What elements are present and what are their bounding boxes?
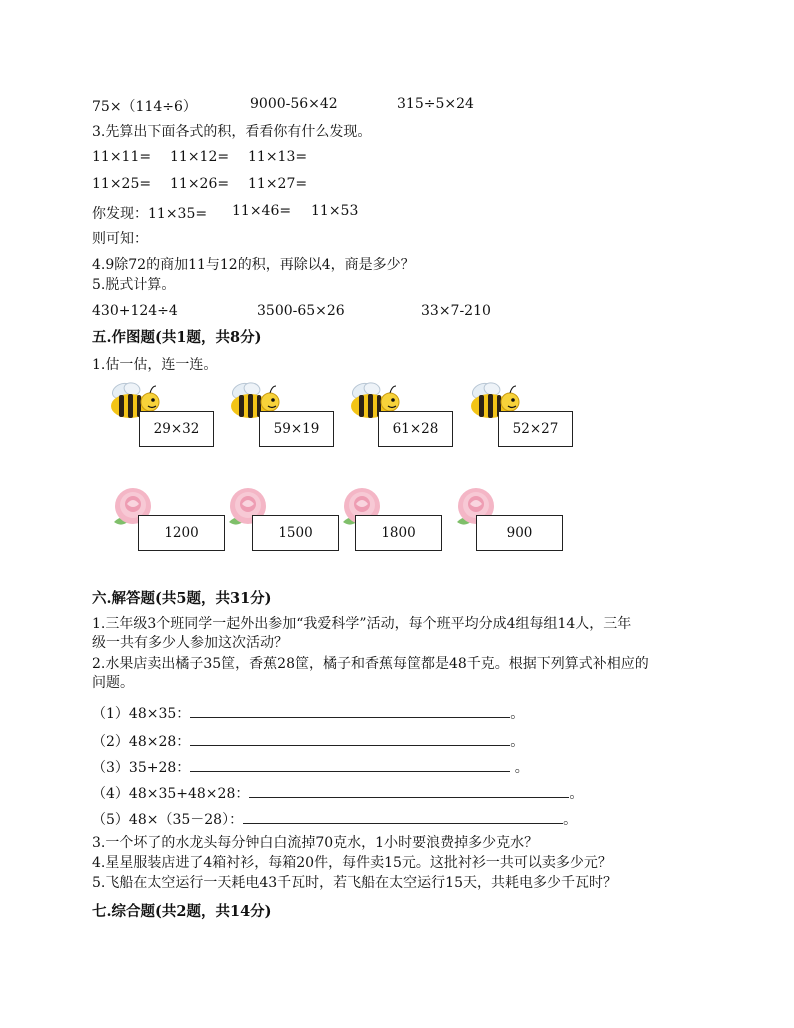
q3-found-c: 11×53 — [311, 203, 359, 219]
q3-r1-c: 11×13= — [248, 149, 308, 165]
bee-expression-box[interactable] — [139, 411, 214, 447]
q3-found-a: 你发现：11×35= — [92, 206, 208, 222]
section5-heading: 五.作图题(共1题，共8分) — [92, 329, 262, 346]
end-mark: 。 — [510, 734, 525, 750]
blank-row — [92, 783, 583, 804]
bee-expression-box[interactable] — [378, 411, 453, 447]
q3-r2-b: 11×26= — [170, 176, 230, 192]
blank-label: （5）48×（35－28）： — [92, 812, 244, 828]
answer-blank[interactable] — [249, 783, 569, 798]
rose-value-box[interactable] — [355, 515, 442, 551]
bee-expression: 59×19 — [273, 421, 320, 437]
end-mark: 。 — [569, 786, 584, 802]
answer-blank[interactable] — [243, 809, 563, 824]
calc-3: 315÷5×24 — [397, 96, 474, 112]
q3-r2-c: 11×27= — [248, 176, 308, 192]
bee-expression: 61×28 — [392, 421, 439, 437]
q3-found-b: 11×46= — [232, 203, 292, 219]
s6-q5: 5.飞船在太空运行一天耗电43千瓦时，若飞船在太空运行15天，共耗电多少千瓦时？ — [92, 875, 617, 891]
s6-q2-line2: 问题。 — [92, 675, 134, 691]
rose-value: 1200 — [164, 525, 199, 541]
q5-calc-3: 33×7-210 — [421, 303, 491, 319]
end-mark: 。 — [510, 706, 525, 722]
s6-q1-line1: 1.三年级3个班同学一起外出参加“我爱科学”活动，每个班平均分成4组每组14人，三年 — [92, 616, 632, 632]
section5-q1: 1.估一估，连一连。 — [92, 357, 218, 373]
s6-q4: 4.星星服装店进了4箱衬衫，每箱20件，每件卖15元。这批衬衫一共可以卖多少元？ — [92, 855, 612, 871]
bee-expression-box[interactable] — [498, 411, 573, 447]
blank-row — [92, 809, 577, 830]
q3-conclude: 则可知： — [92, 231, 148, 247]
q5-calc-1: 430+124÷4 — [92, 303, 178, 319]
rose-value-box[interactable] — [138, 515, 225, 551]
blank-label: （3）35+28： — [92, 760, 191, 776]
q5-title: 5.脱式计算。 — [92, 277, 176, 293]
q3-r1-a: 11×11= — [92, 149, 152, 165]
bee-expression: 52×27 — [512, 421, 559, 437]
bee-expression-box[interactable] — [259, 411, 334, 447]
s6-q3: 3.一个坏了的水龙头每分钟白白流掉70克水，1小时要浪费掉多少克水？ — [92, 835, 539, 851]
rose-value: 1800 — [381, 525, 416, 541]
q4: 4.9除72的商加11与12的积，再除以4，商是多少？ — [92, 257, 415, 273]
answer-blank[interactable] — [190, 757, 510, 772]
s6-q2-line1: 2.水果店卖出橘子35筐，香蕉28筐，橘子和香蕉每筐都是48千克。根据下列算式补相应的 — [92, 656, 649, 672]
blank-label: （2）48×28： — [92, 734, 191, 750]
calc-1: 75×（114÷6） — [92, 99, 197, 115]
section7-heading: 七.综合题(共2题，共14分) — [92, 903, 272, 920]
answer-blank[interactable] — [190, 731, 510, 746]
rose-value: 1500 — [278, 525, 313, 541]
blank-row — [92, 703, 524, 724]
calc-2: 9000-56×42 — [250, 96, 338, 112]
blank-label: （1）48×35： — [92, 706, 191, 722]
bee-expression: 29×32 — [153, 421, 200, 437]
blank-row — [92, 731, 524, 752]
rose-value-box[interactable] — [476, 515, 563, 551]
q3-r1-b: 11×12= — [170, 149, 230, 165]
blank-label: （4）48×35+48×28： — [92, 786, 250, 802]
s6-q1-line2: 级一共有多少人参加这次活动？ — [92, 635, 288, 651]
q3-title: 3.先算出下面各式的积，看看你有什么发现。 — [92, 124, 372, 140]
q3-r2-a: 11×25= — [92, 176, 152, 192]
rose-value: 900 — [506, 525, 533, 541]
blank-row — [92, 757, 529, 778]
answer-blank[interactable] — [190, 703, 510, 718]
end-mark: 。 — [514, 760, 529, 776]
rose-value-box[interactable] — [252, 515, 339, 551]
q5-calc-2: 3500-65×26 — [257, 303, 345, 319]
end-mark: 。 — [563, 812, 578, 828]
section6-heading: 六.解答题(共5题，共31分) — [92, 590, 272, 607]
